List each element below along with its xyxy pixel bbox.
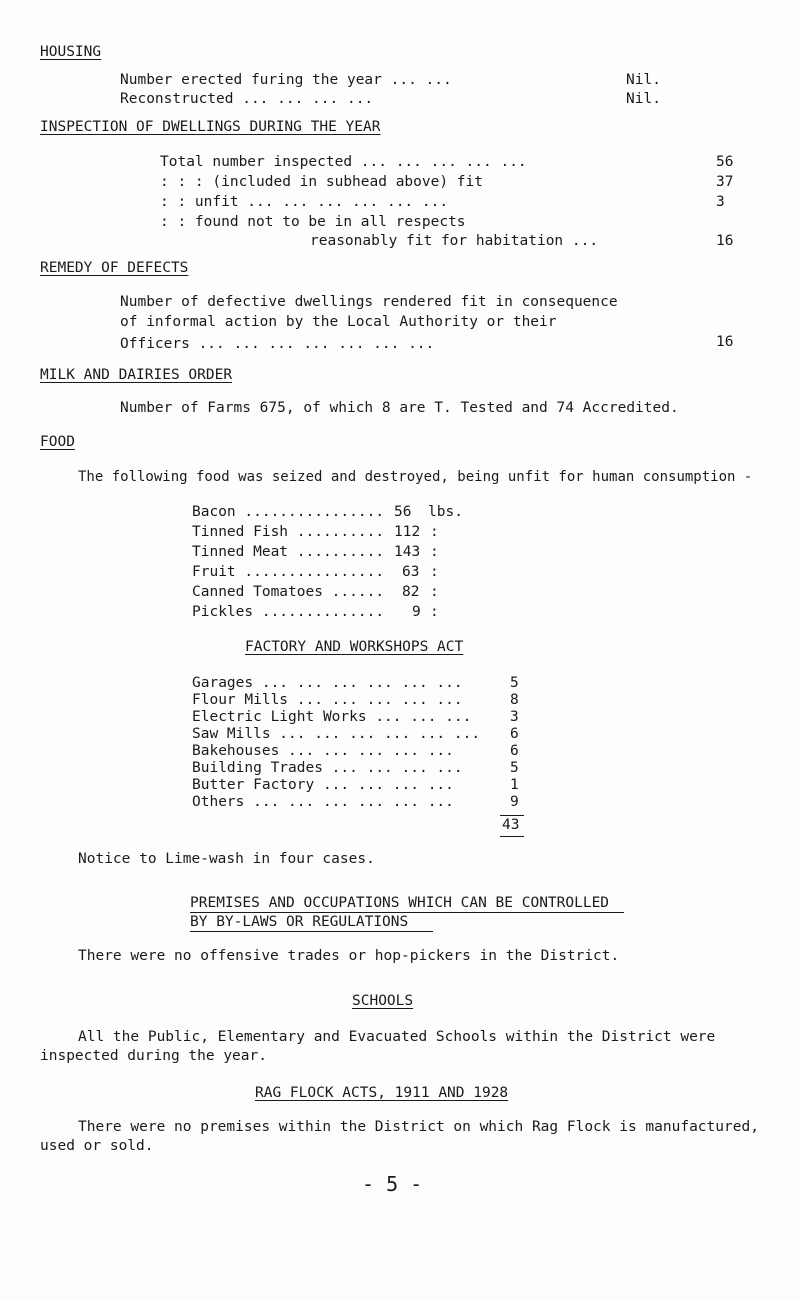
food-item-unit: : [430, 604, 439, 620]
reconstructed-label: Reconstructed ... ... ... ... [120, 91, 374, 107]
factory-item-name: Building Trades ... ... ... ... [192, 760, 463, 776]
total-rule-bottom [500, 836, 524, 837]
factory-item-value: 8 [510, 692, 519, 708]
factory-item-value: 5 [510, 760, 519, 776]
inspection-row-value: 37 [716, 174, 734, 190]
food-item-qty: 63 [402, 564, 420, 580]
food-item-name: Bacon ................ [192, 504, 385, 520]
inspection-row-label: : : : (included in subhead above) fit [160, 174, 484, 190]
remedy-text: of informal action by the Local Authority or their [120, 314, 557, 330]
factory-item-value: 1 [510, 777, 519, 793]
food-item-name: Tinned Fish .......... [192, 524, 385, 540]
remedy-text: Number of defective dwellings rendered fit in consequence [120, 294, 618, 310]
premises-heading-rule [190, 931, 433, 932]
inspection-row-value: 16 [716, 233, 734, 249]
food-item-unit: : [430, 524, 439, 540]
remedy-value: 16 [716, 334, 734, 350]
premises-heading: BY BY-LAWS OR REGULATIONS [190, 914, 409, 930]
food-item-qty: 112 [394, 524, 421, 540]
schools-text: inspected during the year. [40, 1048, 267, 1064]
factory-notice: Notice to Lime-wash in four cases. [78, 851, 375, 867]
factory-item-name: Butter Factory ... ... ... ... [192, 777, 454, 793]
inspection-row-label: : : found not to be in all respects [160, 214, 466, 230]
food-item-qty: 82 [402, 584, 420, 600]
remedy-heading: REMEDY OF DEFECTS [40, 260, 189, 276]
food-item-unit: : [430, 544, 439, 560]
inspection-row-value: 56 [716, 154, 734, 170]
remedy-text: Officers ... ... ... ... ... ... ... [120, 336, 435, 352]
milk-heading: MILK AND DAIRIES ORDER [40, 367, 233, 383]
factory-item-name: Bakehouses ... ... ... ... ... [192, 743, 454, 759]
inspection-row-value: 3 [716, 194, 725, 210]
factory-item-value: 3 [510, 709, 519, 725]
food-item-name: Tinned Meat .......... [192, 544, 385, 560]
inspection-row-label: : : unfit ... ... ... ... ... ... [160, 194, 449, 210]
inspection-row-label: reasonably fit for habitation ... [310, 233, 599, 249]
premises-heading: PREMISES AND OCCUPATIONS WHICH CAN BE CONTROLLED [190, 895, 610, 911]
rag-flock-text: used or sold. [40, 1138, 154, 1154]
food-intro: The following food was seized and destroyed, being unfit for human consumption - [78, 469, 753, 485]
factory-item-name: Electric Light Works ... ... ... [192, 709, 472, 725]
factory-item-value: 6 [510, 743, 519, 759]
rag-flock-text: There were no premises within the District on which Rag Flock is manufactured, [78, 1119, 759, 1135]
rag-flock-heading: RAG FLOCK ACTS, 1911 AND 1928 [255, 1085, 509, 1101]
page-number: - 5 - [362, 1172, 423, 1196]
food-item-qty: 56 [394, 504, 412, 520]
factory-item-value: 9 [510, 794, 519, 810]
erected-label: Number erected furing the year ... ... [120, 72, 452, 88]
inspection-row-label: Total number inspected ... ... ... ... ... [160, 154, 527, 170]
food-item-unit: : [430, 564, 439, 580]
food-item-qty: 9 [412, 604, 421, 620]
inspection-heading: INSPECTION OF DWELLINGS DURING THE YEAR [40, 119, 381, 135]
factory-item-name: Garages ... ... ... ... ... ... [192, 675, 463, 691]
food-item-qty: 143 [394, 544, 421, 560]
food-item-name: Fruit ................ [192, 564, 385, 580]
housing-heading: HOUSING [40, 44, 102, 60]
factory-item-name: Others ... ... ... ... ... ... [192, 794, 454, 810]
factory-item-value: 5 [510, 675, 519, 691]
food-item-name: Canned Tomatoes ...... [192, 584, 385, 600]
factory-item-value: 6 [510, 726, 519, 742]
food-heading: FOOD [40, 434, 75, 450]
food-item-unit: lbs. [428, 504, 463, 520]
schools-text: All the Public, Elementary and Evacuated Schools within the District were [78, 1029, 716, 1045]
food-item-unit: : [430, 584, 439, 600]
schools-heading: SCHOOLS [352, 993, 414, 1009]
reconstructed-value: Nil. [626, 91, 661, 107]
factory-heading: FACTORY AND WORKSHOPS ACT [245, 639, 464, 655]
factory-total: 43 [502, 817, 520, 833]
food-item-name: Pickles .............. [192, 604, 385, 620]
milk-text: Number of Farms 675, of which 8 are T. Tested and 74 Accredited. [120, 400, 679, 416]
factory-item-name: Saw Mills ... ... ... ... ... ... [192, 726, 481, 742]
factory-item-name: Flour Mills ... ... ... ... ... [192, 692, 463, 708]
erected-value: Nil. [626, 72, 661, 88]
premises-text: There were no offensive trades or hop-pickers in the District. [78, 948, 620, 964]
